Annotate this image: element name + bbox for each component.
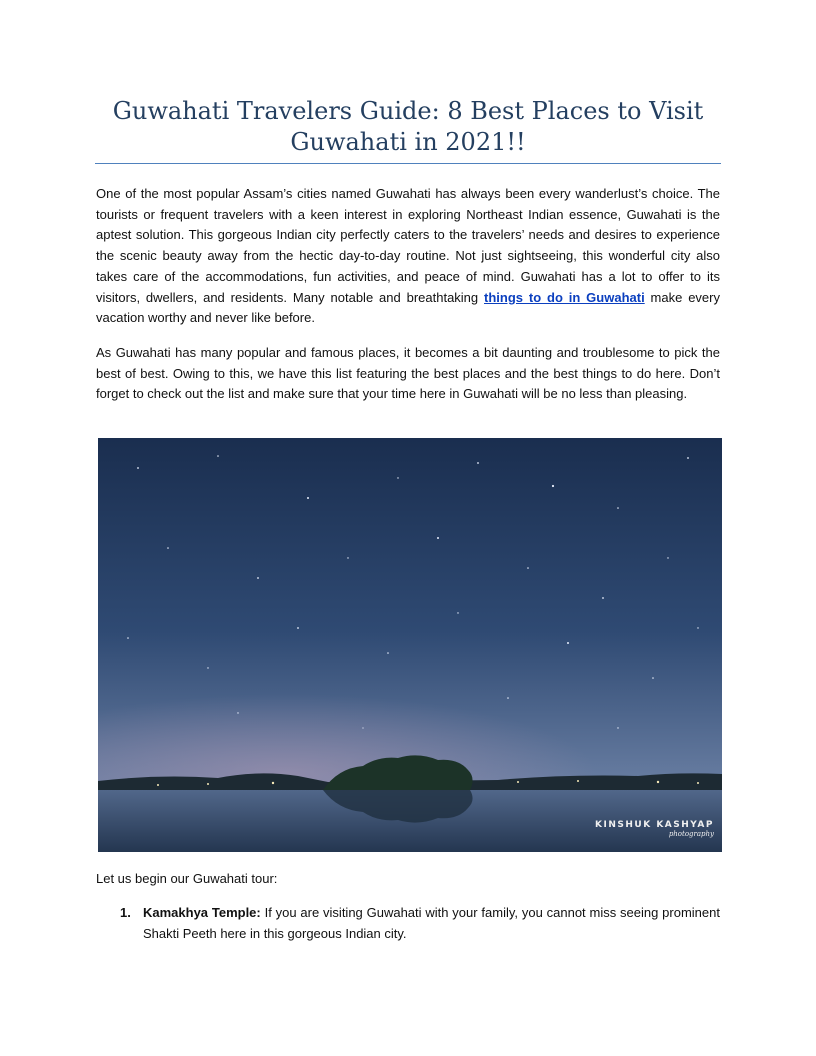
list-item — [96, 903, 720, 944]
second-paragraph: As Guwahati has many popular and famous places, it becomes a bit daunting and troublesome to pick the best of best. Owing to this, we have this list featuring the best places and the best things to do here. Don’t forget to check out the list and make sure that your time here in Guwahati will be no less than pleasing. — [96, 345, 720, 402]
intro-paragraph-text-b: make every vacation worthy and never like before. — [96, 289, 720, 326]
tour-intro: Let us begin our Guwahati tour: — [96, 871, 278, 886]
watermark-subtitle: photography — [668, 830, 714, 838]
title-divider — [95, 163, 721, 164]
photo-watermark — [595, 820, 714, 838]
guwahati-night-photo — [98, 438, 722, 852]
intro-paragraph-text-a: One of the most popular Assam’s cities named Guwahati has always been every wanderlust’s choice. The tourists or frequent travelers with a keen interest in exploring Northeast Indian essence, Guwahati is the aptest solution. This gorgeous Indian city perfectly caters to the travelers’ needs and desires to experience the scenic beauty away from the hectic day-to-day routine. Not just sightseeing, this wonderful city also takes care of the accommodations, fun activities, and peace of mind. Guwahati has a lot to offer to its visitors, dwellers, and residents. Many notable and breathtaking — [96, 186, 720, 305]
intro-paragraph — [96, 184, 720, 329]
list-item-term: Kamakhya Temple: — [143, 905, 261, 920]
page-title: Guwahati Travelers Guide: 8 Best Places to Visit Guwahati in 2021!! — [112, 97, 704, 156]
places-list — [96, 903, 720, 944]
watermark-name: KINSHUK KASHYAP — [595, 820, 714, 830]
list-item-text: If you are visiting Guwahati with your family, you cannot miss seeing prominent Shakti Peeth here in this gorgeous Indian city. — [143, 905, 720, 941]
list-item-number: 1. — [120, 905, 131, 920]
things-to-do-link[interactable]: things to do in Guwahati — [484, 289, 645, 305]
night-lake-illustration — [98, 438, 722, 852]
